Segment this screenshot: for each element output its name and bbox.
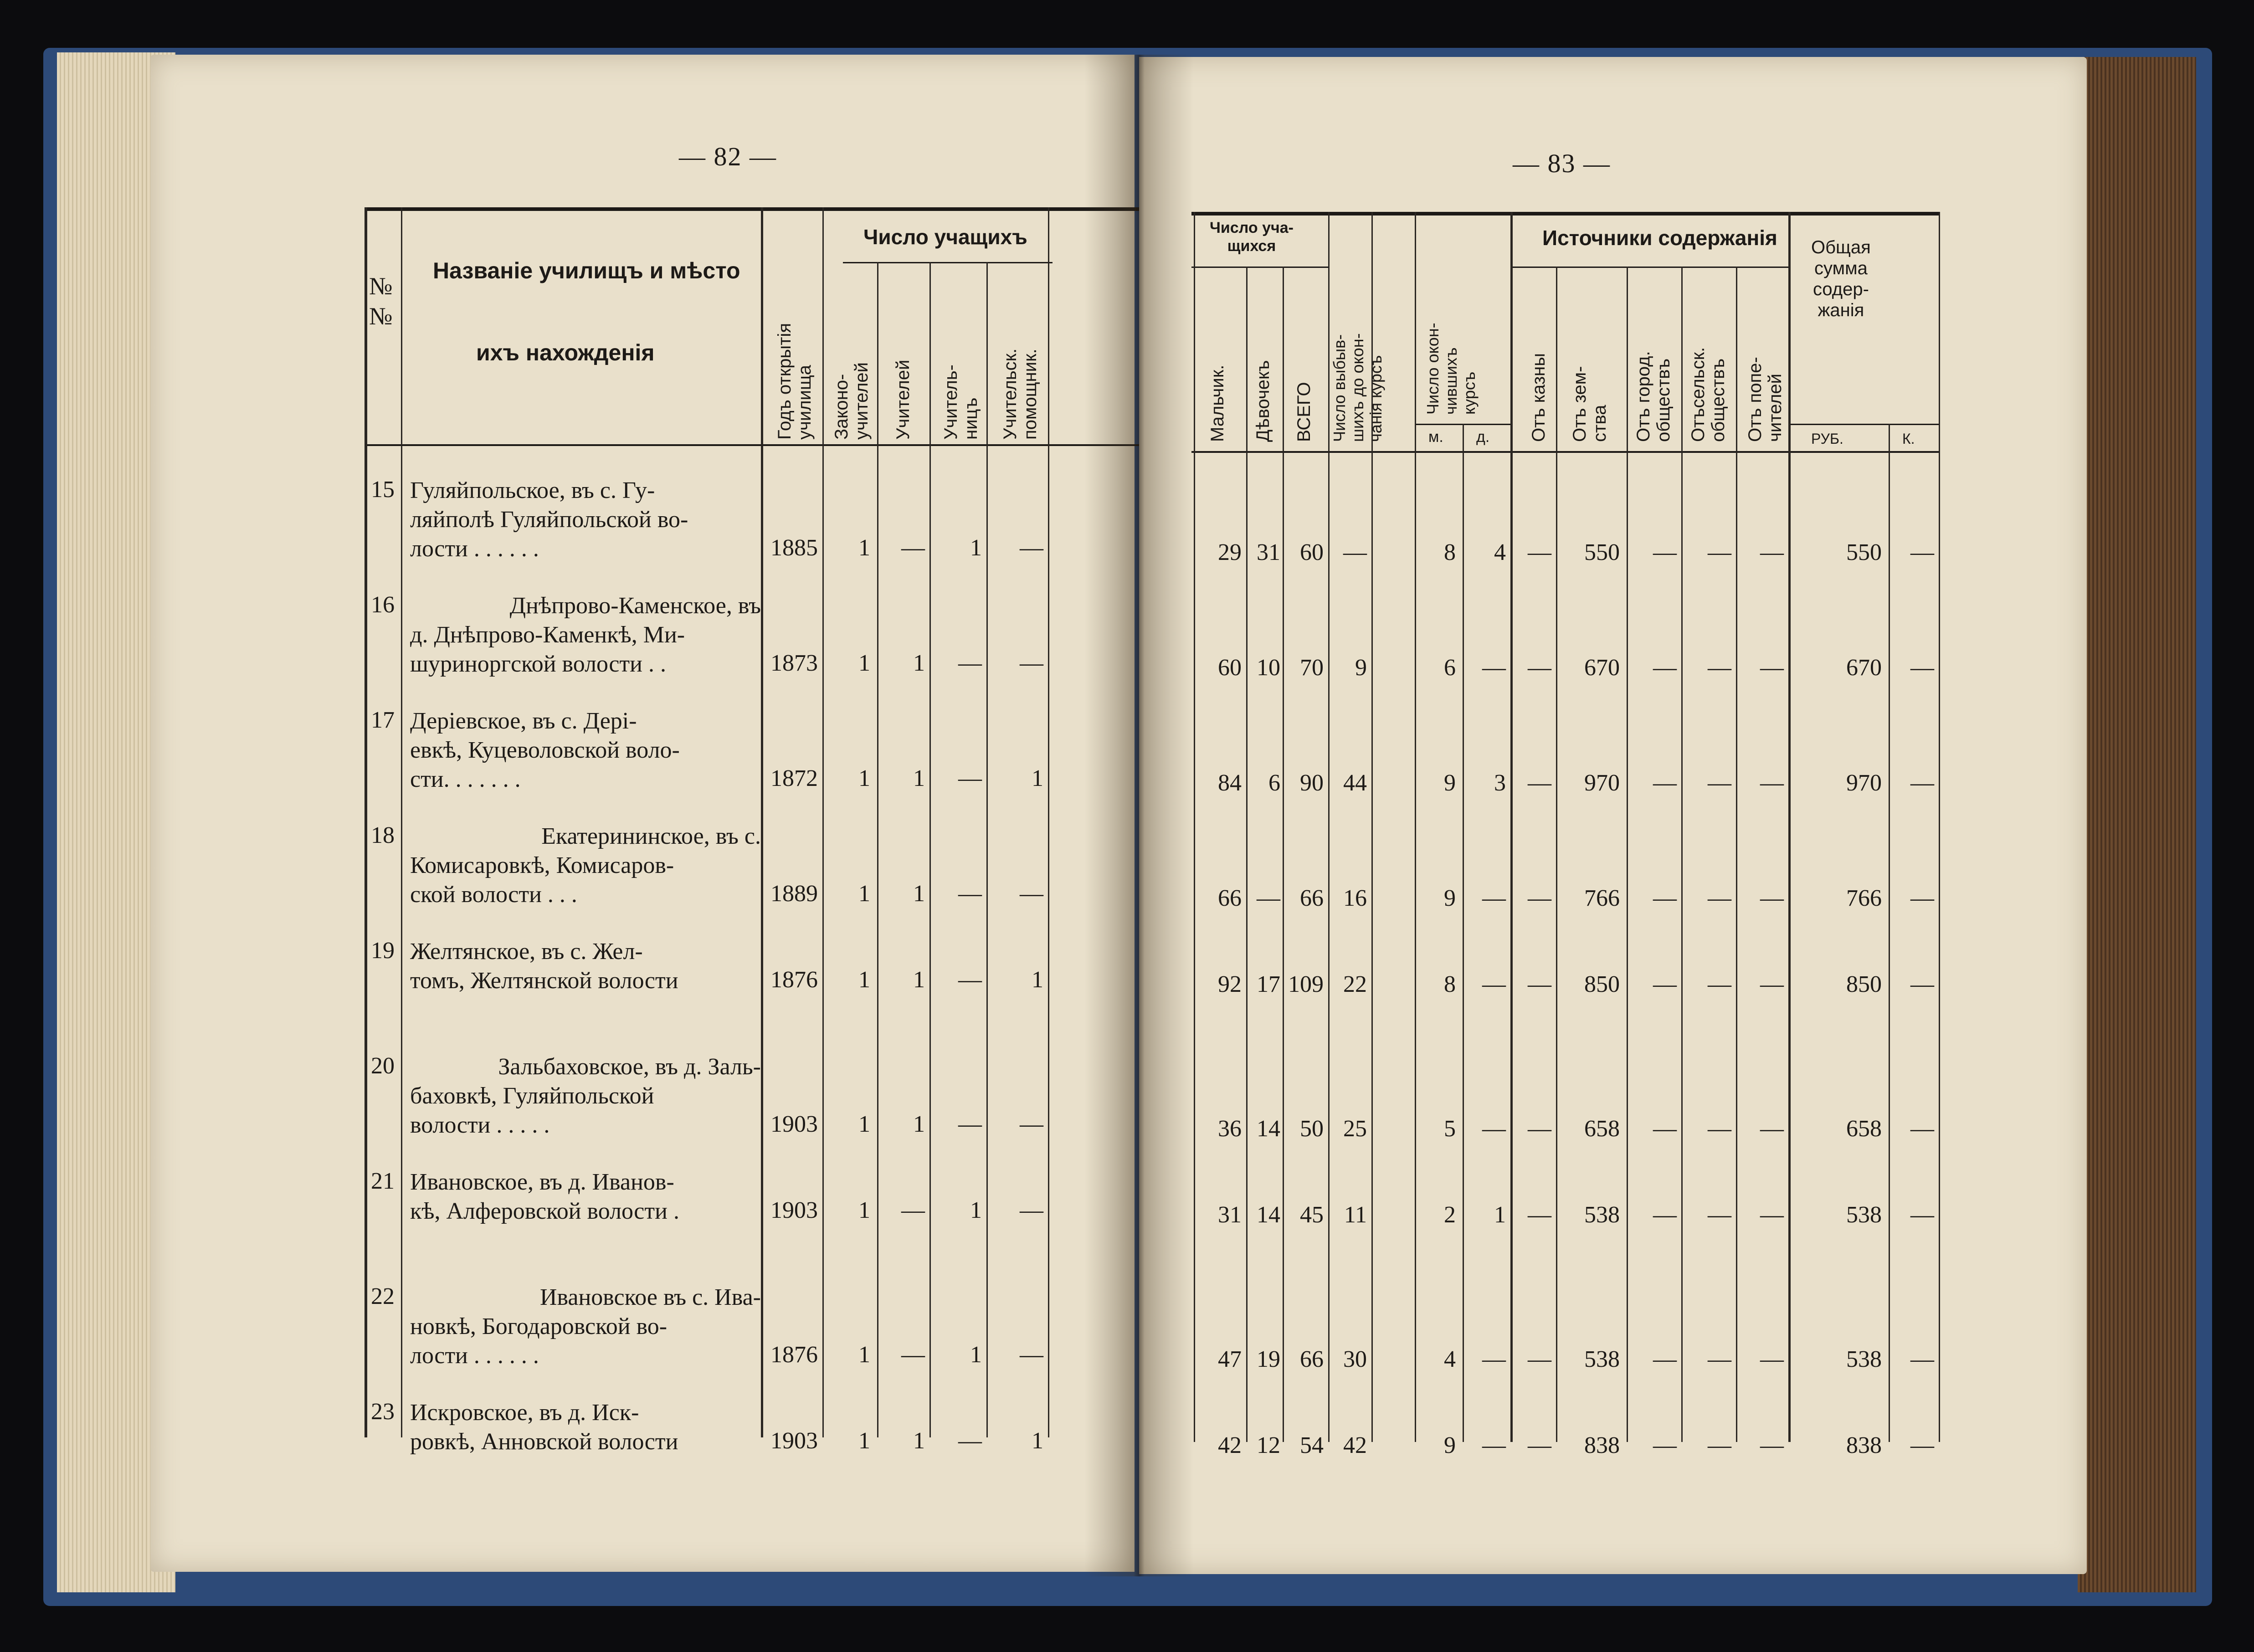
year-opened: 1903 — [770, 1111, 818, 1137]
header-finished: Число окон- чившихъ курсъ — [1423, 323, 1479, 415]
header-name-line2: ихъ нахожденія — [476, 340, 655, 365]
school-name-line: Желтянское, въ с. Жел- — [410, 939, 643, 965]
finished-male: 8 — [1444, 971, 1456, 997]
year-opened: 1876 — [770, 967, 818, 993]
total-sum-rubles: 850 — [1846, 971, 1882, 997]
school-name-line: ской волости . . . — [410, 882, 577, 908]
finished-female: 1 — [1494, 1202, 1506, 1228]
finished-female: — — [1482, 971, 1506, 997]
from-zemstvo: 550 — [1584, 539, 1620, 565]
total-count: 66 — [1300, 1346, 1324, 1372]
from-treasury: — — [1528, 971, 1551, 997]
total-count: 109 — [1288, 971, 1324, 997]
total-sum-kopecks: — — [1910, 1346, 1934, 1372]
teachers-male: 1 — [913, 881, 925, 907]
school-name-line: сти. . . . . . . — [410, 766, 521, 792]
law-teachers: 1 — [858, 1342, 870, 1368]
year-opened: 1873 — [770, 650, 818, 676]
header-zemstvo: Отъ зем- ства — [1570, 366, 1610, 442]
school-name-line: Ивановское, въ д. Иванов- — [410, 1169, 674, 1195]
header-total: ВСЕГО — [1294, 382, 1314, 442]
header-finished-male: м. — [1428, 428, 1443, 446]
total-sum-rubles: 658 — [1846, 1116, 1882, 1142]
total-sum-rubles: 838 — [1846, 1432, 1882, 1458]
header-rural-societies: Отъсельск. обществъ — [1688, 347, 1728, 442]
dropped-count: 16 — [1343, 885, 1367, 911]
row-number: 20 — [371, 1053, 395, 1079]
girls-count: 6 — [1268, 770, 1280, 796]
girls-count: — — [1257, 885, 1280, 911]
from-city: — — [1653, 1116, 1677, 1142]
total-sum-kopecks: — — [1910, 770, 1934, 796]
assistants: 1 — [1032, 967, 1043, 993]
from-rural: — — [1708, 655, 1731, 681]
dropped-count: 22 — [1343, 971, 1367, 997]
header-trustees: Отъ попе- чителей — [1745, 357, 1785, 442]
header-teachers-group: Число учащихъ — [863, 225, 1027, 249]
from-trustees: — — [1760, 885, 1784, 911]
row-number: 21 — [371, 1168, 395, 1194]
boys-count: 66 — [1218, 885, 1242, 911]
law-teachers: 1 — [858, 535, 870, 561]
header-total-sum: Общая сумма содер- жанія — [1811, 237, 1871, 320]
from-zemstvo: 850 — [1584, 971, 1620, 997]
boys-count: 36 — [1218, 1116, 1242, 1142]
from-zemstvo: 670 — [1584, 655, 1620, 681]
school-name-line: евкѣ, Куцеволовской воло- — [410, 737, 680, 763]
boys-count: 47 — [1218, 1346, 1242, 1372]
from-city: — — [1653, 971, 1677, 997]
from-trustees: — — [1760, 1432, 1784, 1458]
assistants: — — [1020, 1342, 1043, 1368]
teachers-female: — — [958, 881, 982, 907]
dropped-count: — — [1343, 539, 1367, 565]
total-sum-rubles: 670 — [1846, 655, 1882, 681]
from-zemstvo: 838 — [1584, 1432, 1620, 1458]
from-city: — — [1653, 1202, 1677, 1228]
teachers-male: 1 — [913, 967, 925, 993]
teachers-female: — — [958, 765, 982, 791]
total-count: 45 — [1300, 1202, 1324, 1228]
finished-male: 6 — [1444, 655, 1456, 681]
finished-male: 9 — [1444, 770, 1456, 796]
from-treasury: — — [1528, 885, 1551, 911]
law-teachers: 1 — [858, 1428, 870, 1454]
from-city: — — [1653, 539, 1677, 565]
teachers-female: 1 — [970, 535, 982, 561]
header-teachers-male: Учителей — [893, 359, 913, 440]
year-opened: 1872 — [770, 765, 818, 791]
law-teachers: 1 — [858, 881, 870, 907]
from-treasury: — — [1528, 770, 1551, 796]
school-name-line: лости . . . . . . — [410, 536, 539, 562]
from-city: — — [1653, 1346, 1677, 1372]
from-treasury: — — [1528, 539, 1551, 565]
school-name-line: кѣ, Алферовской волости . — [410, 1198, 679, 1224]
page-number-left: — 82 — — [679, 142, 777, 171]
year-opened: 1903 — [770, 1428, 818, 1454]
row-number: 15 — [371, 477, 395, 503]
schools-table-right — [1191, 212, 1939, 1458]
finished-female: 4 — [1494, 539, 1506, 565]
from-rural: — — [1708, 885, 1731, 911]
school-name-line: баховкѣ, Гуляйпольской — [410, 1083, 654, 1109]
from-trustees: — — [1760, 971, 1784, 997]
finished-male: 9 — [1444, 1432, 1456, 1458]
school-name-line: Комисаровкѣ, Комисаров- — [410, 852, 674, 878]
total-sum-kopecks: — — [1910, 1116, 1934, 1142]
header-dropped: Число выбыв- шихъ до окон- чанія курсъ — [1330, 333, 1385, 442]
from-rural: — — [1708, 1432, 1731, 1458]
year-opened: 1903 — [770, 1197, 818, 1223]
header-students-group: Число уча- щихся — [1210, 219, 1294, 255]
school-name-line: Ивановское въ с. Ива- — [539, 1284, 761, 1310]
left-page — [150, 55, 1135, 1572]
finished-female: — — [1482, 1346, 1506, 1372]
total-sum-rubles: 538 — [1846, 1346, 1882, 1372]
finished-female: 3 — [1494, 770, 1506, 796]
school-name-line: ровкѣ, Анновской волости — [410, 1429, 678, 1455]
boys-count: 92 — [1218, 971, 1242, 997]
header-rubles: РУБ. — [1811, 431, 1843, 447]
boys-count: 31 — [1218, 1202, 1242, 1228]
from-city: — — [1653, 770, 1677, 796]
total-count: 50 — [1300, 1116, 1324, 1142]
year-opened: 1889 — [770, 881, 818, 907]
teachers-male: — — [901, 1197, 925, 1223]
from-rural: — — [1708, 1116, 1731, 1142]
row-number: 18 — [371, 822, 395, 848]
finished-male: 9 — [1444, 885, 1456, 911]
row-number: 16 — [371, 592, 395, 618]
finished-female: — — [1482, 1116, 1506, 1142]
from-treasury: — — [1528, 1202, 1551, 1228]
teachers-male: 1 — [913, 1428, 925, 1454]
header-treasury: Отъ казны — [1529, 353, 1549, 442]
girls-count: 14 — [1257, 1202, 1280, 1228]
dropped-count: 11 — [1344, 1202, 1367, 1228]
girls-count: 12 — [1257, 1432, 1280, 1458]
header-kopecks: К. — [1902, 431, 1915, 447]
assistants: — — [1020, 881, 1043, 907]
teachers-female: 1 — [970, 1197, 982, 1223]
from-trustees: — — [1760, 1346, 1784, 1372]
row-number: 23 — [371, 1399, 395, 1425]
assistants: — — [1020, 535, 1043, 561]
from-city: — — [1653, 1432, 1677, 1458]
girls-count: 14 — [1257, 1116, 1280, 1142]
teachers-male: 1 — [913, 1111, 925, 1137]
from-zemstvo: 766 — [1584, 885, 1620, 911]
assistants: — — [1020, 650, 1043, 676]
from-rural: — — [1708, 1346, 1731, 1372]
row-number: 22 — [371, 1283, 395, 1309]
finished-female: — — [1482, 1432, 1506, 1458]
school-name-line: Деріевское, въ с. Дері- — [410, 708, 637, 734]
school-name-line: томъ, Желтянской волости — [410, 968, 678, 994]
from-treasury: — — [1528, 655, 1551, 681]
girls-count: 19 — [1257, 1346, 1280, 1372]
school-name-line: Искровское, въ д. Иск- — [410, 1400, 639, 1426]
school-name-line: д. Днѣпрово-Каменкѣ, Ми- — [410, 622, 685, 648]
teachers-male: — — [901, 1342, 925, 1368]
page-number-right: — 83 — — [1513, 149, 1611, 178]
teachers-female: — — [958, 1111, 982, 1137]
girls-count: 10 — [1257, 655, 1280, 681]
school-name-line: Екатерининское, въ с. — [541, 823, 761, 849]
school-name-line: Днѣпрово-Каменское, въ — [509, 593, 761, 619]
total-count: 70 — [1300, 655, 1324, 681]
header-assistants: Учительск. помощник. — [1000, 348, 1040, 440]
total-count: 60 — [1300, 539, 1324, 565]
total-sum-kopecks: — — [1910, 1202, 1934, 1228]
dropped-count: 42 — [1343, 1432, 1367, 1458]
total-count: 90 — [1300, 770, 1324, 796]
assistants: — — [1020, 1197, 1043, 1223]
teachers-female: — — [958, 1428, 982, 1454]
header-sources-group: Источники содержанія — [1542, 226, 1777, 250]
from-trustees: — — [1760, 655, 1784, 681]
school-name-line: волости . . . . . — [410, 1112, 550, 1138]
girls-count: 31 — [1257, 539, 1280, 565]
teachers-male: 1 — [913, 765, 925, 791]
from-rural: — — [1708, 539, 1731, 565]
dropped-count: 25 — [1343, 1116, 1367, 1142]
school-name-line: лости . . . . . . — [410, 1343, 539, 1369]
total-sum-kopecks: — — [1910, 1432, 1934, 1458]
header-boys: Мальчик. — [1207, 364, 1227, 442]
law-teachers: 1 — [858, 1197, 870, 1223]
finished-male: 8 — [1444, 539, 1456, 565]
total-sum-kopecks: — — [1910, 539, 1934, 565]
school-name-line: новкѣ, Богодаровской во- — [410, 1313, 667, 1339]
from-zemstvo: 538 — [1584, 1202, 1620, 1228]
total-sum-rubles: 970 — [1846, 770, 1882, 796]
total-sum-kopecks: — — [1910, 885, 1934, 911]
header-teachers-female: Учитель- ницъ — [941, 364, 981, 440]
dropped-count: 30 — [1343, 1346, 1367, 1372]
assistants: 1 — [1032, 1428, 1043, 1454]
year-opened: 1876 — [770, 1342, 818, 1368]
boys-count: 60 — [1218, 655, 1242, 681]
header-city-societies: Отъ город. обществъ — [1633, 351, 1674, 442]
from-treasury: — — [1528, 1116, 1551, 1142]
header-girls: Дѣвочекъ — [1253, 360, 1273, 442]
total-sum-rubles: 538 — [1846, 1202, 1882, 1228]
header-law-teachers: Законо- учителей — [832, 362, 872, 440]
boys-count: 29 — [1218, 539, 1242, 565]
from-rural: — — [1708, 1202, 1731, 1228]
from-zemstvo: 538 — [1584, 1346, 1620, 1372]
from-treasury: — — [1528, 1432, 1551, 1458]
header-number: № № — [369, 272, 393, 330]
finished-male: 5 — [1444, 1116, 1456, 1142]
law-teachers: 1 — [858, 967, 870, 993]
from-zemstvo: 658 — [1584, 1116, 1620, 1142]
row-number: 19 — [371, 938, 395, 964]
teachers-male: 1 — [913, 650, 925, 676]
from-trustees: — — [1760, 770, 1784, 796]
girls-count: 17 — [1257, 971, 1280, 997]
law-teachers: 1 — [858, 1111, 870, 1137]
from-zemstvo: 970 — [1584, 770, 1620, 796]
row-number: 17 — [371, 707, 395, 733]
from-city: — — [1653, 655, 1677, 681]
teachers-female: — — [958, 967, 982, 993]
from-rural: — — [1708, 971, 1731, 997]
from-trustees: — — [1760, 1202, 1784, 1228]
boys-count: 42 — [1218, 1432, 1242, 1458]
dropped-count: 9 — [1355, 655, 1367, 681]
school-name-line: шуриноргской волости . . — [410, 651, 666, 677]
dropped-count: 44 — [1343, 770, 1367, 796]
total-sum-kopecks: — — [1910, 971, 1934, 997]
teachers-male: — — [901, 535, 925, 561]
assistants: — — [1020, 1111, 1043, 1137]
total-sum-kopecks: — — [1910, 655, 1934, 681]
year-opened: 1885 — [770, 535, 818, 561]
finished-female: — — [1482, 885, 1506, 911]
assistants: 1 — [1032, 765, 1043, 791]
from-rural: — — [1708, 770, 1731, 796]
school-name-line: Гуляйпольское, въ с. Гу- — [410, 477, 655, 503]
header-name-line1: Названіе училищъ и мѣсто — [433, 258, 740, 283]
from-treasury: — — [1528, 1346, 1551, 1372]
header-finished-female: д. — [1476, 428, 1490, 446]
page-edges-right — [2078, 57, 2196, 1592]
finished-female: — — [1482, 655, 1506, 681]
from-trustees: — — [1760, 539, 1784, 565]
teachers-female: 1 — [970, 1342, 982, 1368]
school-name-line: ляйполѣ Гуляйпольской во- — [410, 507, 688, 533]
boys-count: 84 — [1218, 770, 1242, 796]
total-count: 66 — [1300, 885, 1324, 911]
total-count: 54 — [1300, 1432, 1324, 1458]
total-sum-rubles: 766 — [1846, 885, 1882, 911]
header-year-opened: Годъ открытія училища — [775, 323, 815, 440]
teachers-female: — — [958, 650, 982, 676]
from-trustees: — — [1760, 1116, 1784, 1142]
finished-male: 2 — [1444, 1202, 1456, 1228]
right-page — [1139, 57, 2087, 1574]
finished-male: 4 — [1444, 1346, 1456, 1372]
law-teachers: 1 — [858, 765, 870, 791]
from-city: — — [1653, 885, 1677, 911]
law-teachers: 1 — [858, 650, 870, 676]
total-sum-rubles: 550 — [1846, 539, 1882, 565]
school-name-line: Зальбаховское, въ д. Заль- — [498, 1054, 761, 1080]
